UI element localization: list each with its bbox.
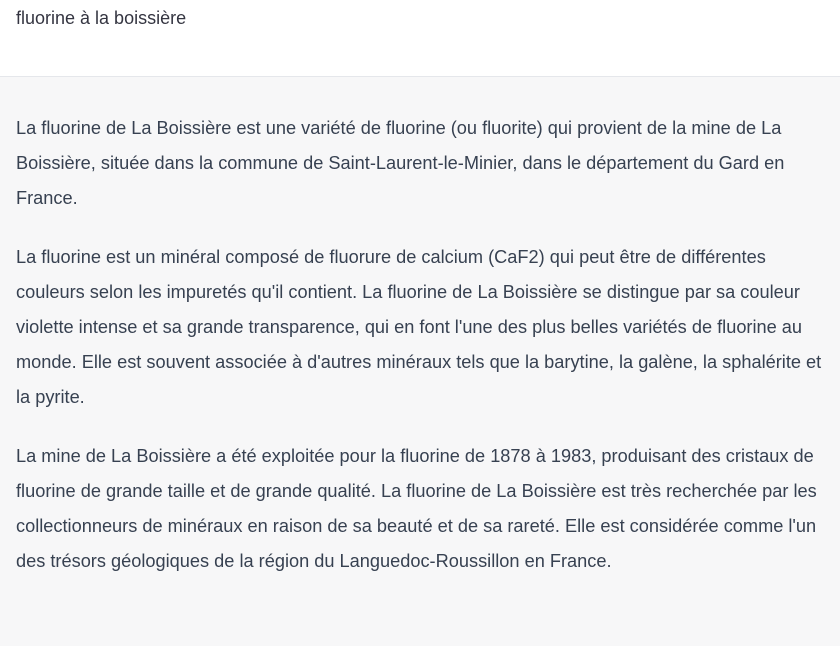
answer-paragraph-3: La mine de La Boissière a été exploitée pour la fluorine de 1878 à 1983, produisant des cristaux de fluorine de grande taille et de grande qualité. La fluorine de La Boissière est très recherchée par les collectionneurs de minéraux en raison de sa beauté et de sa rareté. Elle est considérée comme l'un des trésors géologiques de la région du Languedoc-Roussillon en France. — [16, 446, 817, 571]
answer-paragraph-1: La fluorine de La Boissière est une variété de fluorine (ou fluorite) qui provient de la mine de La Boissière, située dans la commune de Saint-Laurent-le-Minier, dans le département du Gard en France. — [16, 118, 785, 208]
user-message — [0, 0, 840, 77]
assistant-message — [0, 77, 840, 646]
user-message-text: fluorine à la boissière — [16, 8, 187, 28]
answer-paragraph-2: La fluorine est un minéral composé de fluorure de calcium (CaF2) qui peut être de différentes couleurs selon les impuretés qu'il contient. La fluorine de La Boissière se distingue par sa couleur violette intense et sa grande transparence, qui en font l'une des plus belles variétés de fluorine au monde. Elle est souvent associée à d'autres minéraux tels que la barytine, la galène, la sphalérite et la pyrite. — [16, 247, 822, 407]
